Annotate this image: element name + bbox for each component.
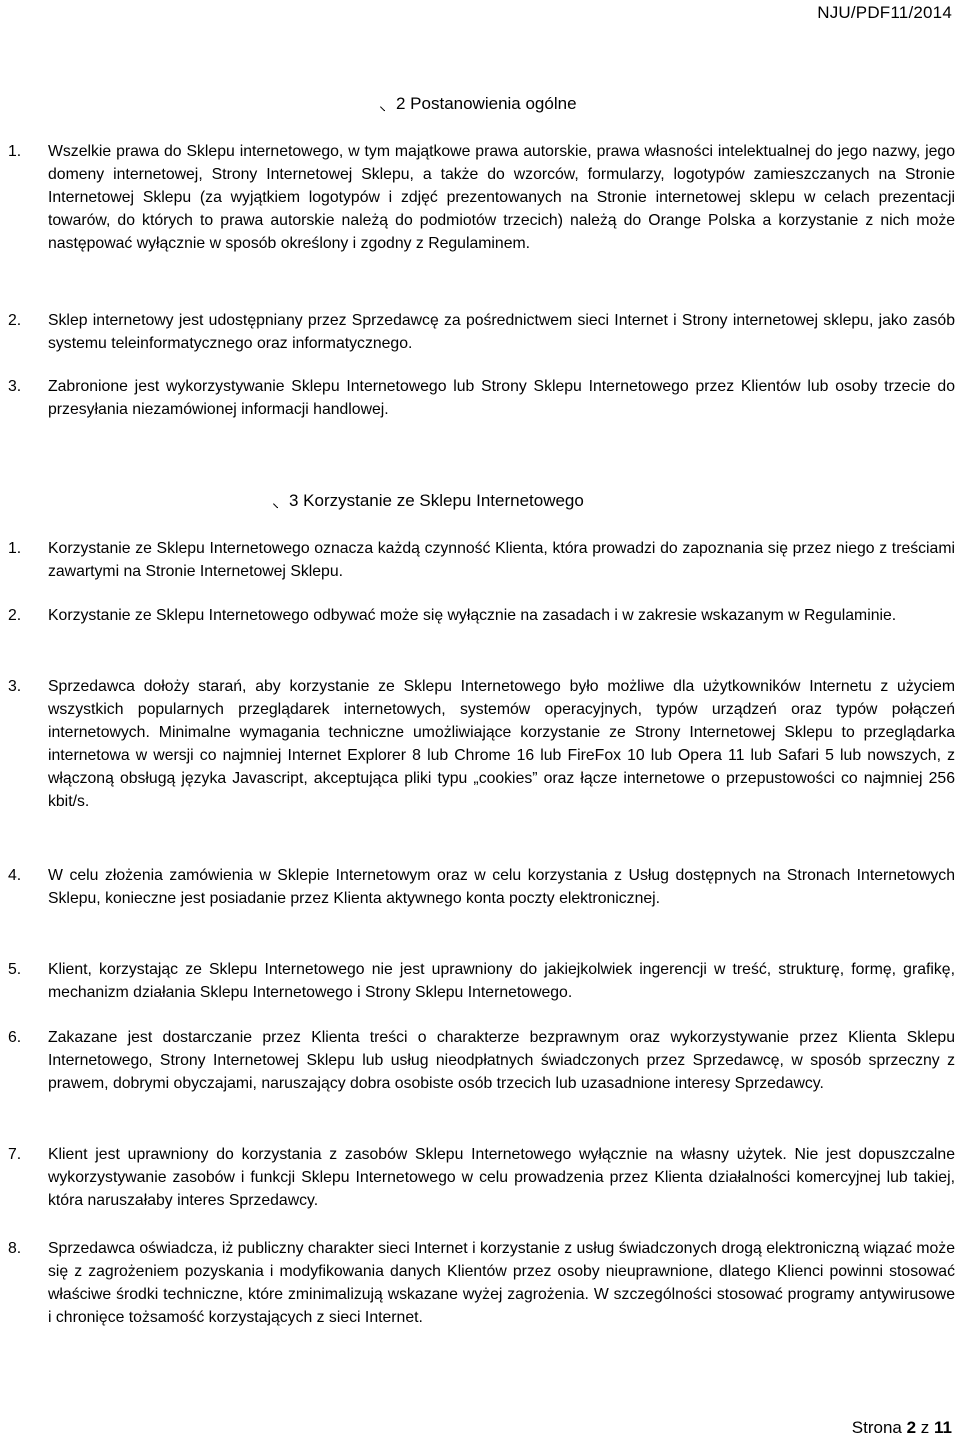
item-text: Klient, korzystając ze Sklepu Internetowego nie jest uprawniony do jakiejkolwiek ingerencji w treść, strukturę, formę, grafikę, mechanizm działania Sklepu Internetowego i Strony Sklepu Internetowego. [48, 961, 955, 1001]
item-number: 1. [8, 540, 22, 557]
item-number: 4. [8, 867, 22, 884]
footer-prefix: Strona [851, 1418, 907, 1437]
item-text: Zabronione jest wykorzystywanie Sklepu Internetowego lub Strony Sklepu Internetowego przez Klientów lub osoby trzecie do przesyłania niezamówionej informacji handlowej. [48, 378, 955, 418]
item-text: Zakazane jest dostarczanie przez Klienta treści o charakterze bezprawnym oraz wykorzystywanie przez Klienta Sklepu Internetowego, Strony Internetowej Sklepu lub usług nieodpłatnych świadczonych przez Sprzedawcę, w sposób sprzeczny z prawem, dobrymi obyczajami, naruszający dobra osobiste osób trzecich lub uzasadnione interesy Sprzedawcy. [48, 1029, 955, 1092]
section-title: 3 Korzystanie ze Sklepu Internetowego [289, 491, 584, 510]
list-item [8, 1026, 955, 1095]
item-number: 1. [8, 143, 22, 160]
item-number: 2. [8, 607, 22, 624]
list-item [8, 864, 955, 910]
item-number: 3. [8, 678, 22, 695]
page-number: 2 [906, 1418, 917, 1437]
item-text: Sprzedawca dołoży starań, aby korzystanie ze Sklepu Internetowego było możliwe dla użytkowników Internetu z użyciem wszystkich popularnych przeglądarek internetowych, systemów operacyjnych, typów urządzeń oraz typów połączeń internetowych. Minimalne wymagania techniczne umożliwiające korzystanie ze Strony Internetowej Sklepu to przeglądarka internetowa w wersji co najmniej Internet Explorer 8 lub Chrome 16 lub FireFox 10 lub Opera 11 lub Safari 5 lub nowszych, z włączoną obsługą języka Javascript, akceptująca pliki typu „cookies” oraz łącze internetowe o przepustowości co najmniej 256 kbit/s. [48, 678, 955, 810]
footer-separator: z [916, 1418, 935, 1437]
item-number: 2. [8, 312, 22, 329]
section-title: 2 Postanowienia ogólne [396, 94, 577, 113]
list-item [8, 1143, 955, 1212]
item-number: 5. [8, 961, 22, 978]
page-footer [852, 1418, 952, 1438]
list-item [8, 604, 955, 627]
item-number: 7. [8, 1146, 22, 1163]
list-item [8, 958, 955, 1004]
item-text: Sprzedawca oświadcza, iż publiczny charakter sieci Internet i korzystanie z usług świadczonych drogą elektroniczną wiązać może się z zagrożeniem pozyskania i modyfikowania danych Klientów przez osoby nieuprawnione, dlatego Klienci powinni stosować właściwe środki techniczne, które zminimalizują wskazane wyżej zagrożenia. W szczególności stosować programy antywirusowe i chronięce tożsamość korzystających z sieci Internet. [48, 1240, 955, 1326]
list-item [8, 537, 955, 583]
checkmark-icon [380, 103, 390, 113]
page-total: 11 [934, 1418, 952, 1437]
item-text: Klient jest uprawniony do korzystania z zasobów Sklepu Internetowego wyłącznie na własny użytek. Nie jest dopuszczalne wykorzystywanie zasobów i funkcji Sklepu Internetowego w celu prowadzenia przez Klienta działalności komercyjnej lub takiej, która naruszałaby interes Sprzedawcy. [48, 1146, 955, 1209]
item-number: 8. [8, 1240, 22, 1257]
list-item [8, 675, 955, 813]
item-text: Wszelkie prawa do Sklepu internetowego, w tym majątkowe prawa autorskie, prawa własności intelektualnej do jego nazwy, jego domeny internetowej, Strony Internetowej Sklepu, a także do wzorców, formularzy, logotypów zamieszczanych na Stronie Internetowej Sklepu (za wyjątkiem logotypów i zdjęć prezentowanych na Stronie internetowej sklepu w celach prezentacji towarów, do których to prawa autorskie należą do podmiotów trzecich) należą do Orange Polska a korzystanie z nich może następować wyłącznie w sposób określony i zgodny z Regulaminem. [48, 143, 955, 252]
section-heading [380, 94, 577, 114]
section-heading [273, 491, 584, 511]
checkmark-icon [273, 500, 283, 510]
item-text: Korzystanie ze Sklepu Internetowego odbywać może się wyłącznie na zasadach i w zakresie wskazanym w Regulaminie. [48, 607, 897, 624]
list-item [8, 375, 955, 421]
item-number: 3. [8, 378, 22, 395]
item-text: Sklep internetowy jest udostępniany przez Sprzedawcę za pośrednictwem sieci Internet i Strony internetowej sklepu, jako zasób systemu teleinformatycznego oraz informatycznego. [48, 312, 955, 352]
item-number: 6. [8, 1029, 22, 1046]
item-text: Korzystanie ze Sklepu Internetowego oznacza każdą czynność Klienta, która prowadzi do zapoznania się przez niego z treściami zawartymi na Stronie Internetowej Sklepu. [48, 540, 955, 580]
item-text: W celu złożenia zamówienia w Sklepie Internetowym oraz w celu korzystania z Usług dostępnych na Stronach Internetowych Sklepu, konieczne jest posiadanie przez Klienta aktywnego konta poczty elektronicznej. [48, 867, 955, 907]
document-id: NJU/PDF11/2014 [817, 3, 952, 22]
list-item [8, 1237, 955, 1329]
list-item [8, 309, 955, 355]
list-item [8, 140, 955, 255]
